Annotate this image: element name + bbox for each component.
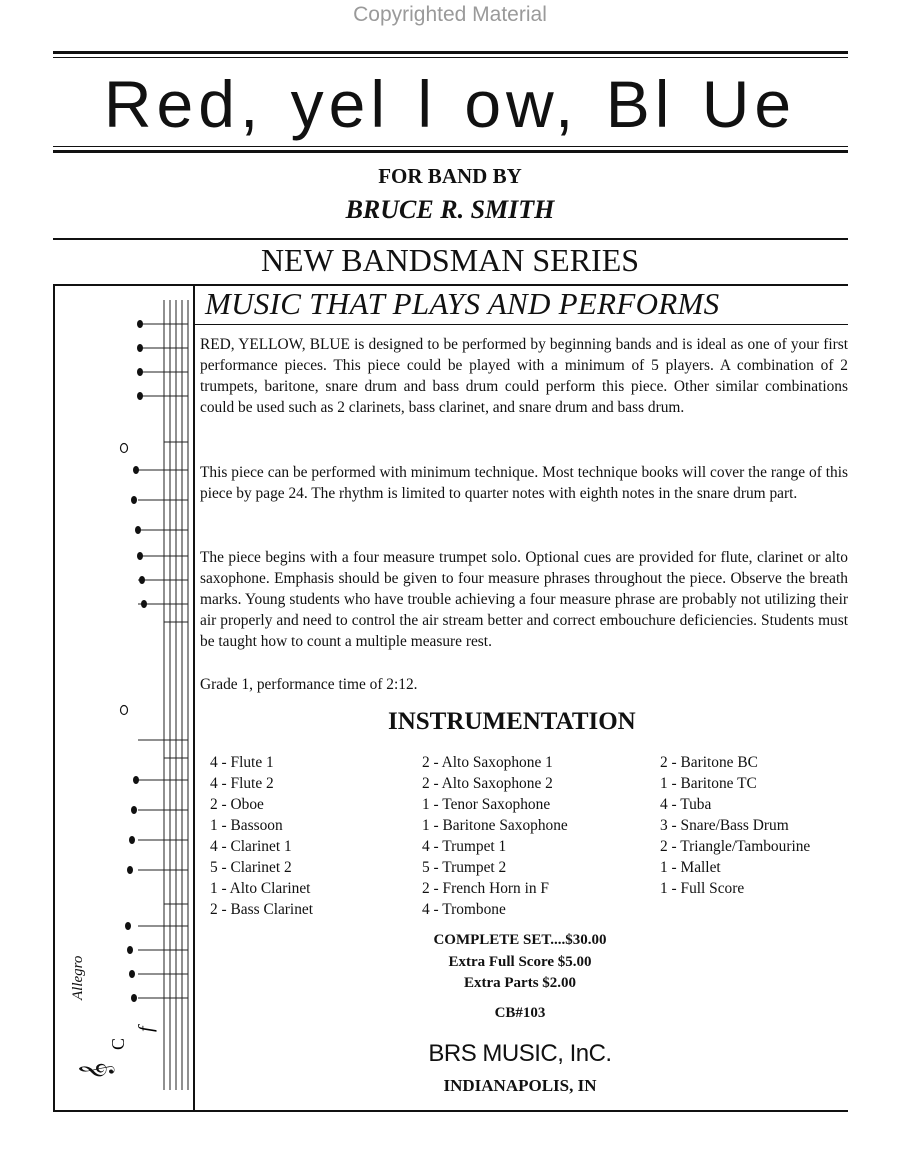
series-rule [53, 238, 848, 240]
description-paragraph-3: The piece begins with a four measure trumpet solo. Optional cues are provided for flute, clarinet or alto saxophone. Emphasis should be given to four measure phrases throughout the piece. Observe the breath marks. Young students who have trouble achieving a four measure phrase are probably not utilizing their air properly and need to control the air stream better and correct embouchure deficiencies. Students must be taught how to count a multiple measure rest. [200, 549, 848, 650]
series-title: NEW BANDSMAN SERIES [260, 242, 640, 278]
instrument-item: 1 - Baritone Saxophone [422, 817, 568, 834]
instrument-item: 2 - Bass Clarinet [210, 901, 314, 918]
catalog-number: CB#103 [494, 1005, 546, 1021]
open-notes [121, 444, 128, 715]
price-extra-parts: Extra Parts $2.00 [463, 975, 577, 991]
publisher-name: BRS MUSIC, InC. [428, 1040, 612, 1067]
page-title: Red, yel l ow, Bl Ue [103, 67, 797, 141]
frame-bottom-rule [53, 1110, 848, 1112]
composer-name: BRUCE R. SMITH [345, 195, 555, 224]
instrument-item: 5 - Clarinet 2 [210, 859, 292, 876]
tagline-underline [193, 324, 848, 325]
staff-lines [164, 300, 188, 1090]
instrument-item: 1 - Bassoon [210, 817, 283, 834]
instrument-item: 5 - Trumpet 2 [422, 859, 507, 876]
description-paragraph-1: RED, YELLOW, BLUE is designed to be performed by beginning bands and is ideal as one of your first performance pieces. This piece could be played with a minimum of 5 players. A combination of 2 trumpets, baritone, snare drum and bass drum could perform this piece. Other similar combinations could be used such as 2 clarinets, bass clarinet, and snare drum and bass drum. [200, 336, 848, 416]
instrument-item: 2 - Triangle/Tambourine [660, 838, 811, 855]
instrument-item: 2 - Oboe [210, 796, 264, 813]
instrument-item: 2 - Baritone BC [660, 754, 758, 771]
series-tagline: MUSIC THAT PLAYS AND PERFORMS [205, 286, 720, 321]
instrumentation-column-2 [422, 752, 568, 920]
instrument-item: 4 - Flute 1 [210, 754, 274, 771]
instrument-item: 2 - Alto Saxophone 1 [422, 754, 553, 771]
instrument-item: 4 - Trombone [422, 901, 506, 918]
instrumentation-heading: INSTRUMENTATION [388, 708, 636, 735]
note-heads [125, 320, 147, 1002]
instrument-item: 2 - Alto Saxophone 2 [422, 775, 553, 792]
instrument-item: 4 - Tuba [660, 796, 712, 813]
instrument-item: 4 - Clarinet 1 [210, 838, 292, 855]
publisher-city: INDIANAPOLIS, IN [443, 1076, 597, 1095]
instrumentation-column-1 [210, 752, 313, 920]
instrument-item: 4 - Trumpet 1 [422, 838, 507, 855]
for-band-label: FOR BAND BY [378, 164, 522, 188]
price-full-score: Extra Full Score $5.00 [448, 954, 592, 970]
instrument-item: 3 - Snare/Bass Drum [660, 817, 789, 834]
title-rule-top [53, 51, 848, 54]
instrument-item: 1 - Alto Clarinet [210, 880, 311, 897]
instrument-item: 1 - Tenor Saxophone [422, 796, 551, 813]
frame-left-rule [53, 284, 55, 1112]
dynamic-mark: f [135, 1026, 157, 1032]
treble-clef-icon [79, 1062, 115, 1080]
instrument-item: 1 - Baritone TC [660, 775, 757, 792]
title-rule-bottom-thin [53, 146, 848, 147]
description-paragraph-2: This piece can be performed with minimum technique. Most technique books will cover the range of this piece by page 24. The rhythm is limited to quarter notes with eighth notes in the snare drum part. [200, 464, 848, 502]
title-rule-top-thin [53, 57, 848, 58]
instrument-item: 1 - Full Score [660, 880, 745, 897]
title-rule-bottom [53, 150, 848, 153]
copyright-watermark: Copyrighted Material [353, 3, 547, 26]
price-complete-set: COMPLETE SET....$30.00 [433, 932, 607, 948]
frame-divider-rule [193, 284, 195, 1112]
time-signature: C [108, 1037, 128, 1050]
instrument-item: 2 - French Horn in F [422, 880, 549, 897]
instrumentation-column-3 [660, 752, 810, 899]
grade-and-time: Grade 1, performance time of 2:12. [200, 676, 418, 693]
tempo-marking: Allegro [70, 955, 86, 1000]
svg-text:𝄞: 𝄞 [79, 1062, 114, 1080]
note-stems [138, 324, 188, 998]
instrument-item: 4 - Flute 2 [210, 775, 274, 792]
instrument-item: 1 - Mallet [660, 859, 721, 876]
